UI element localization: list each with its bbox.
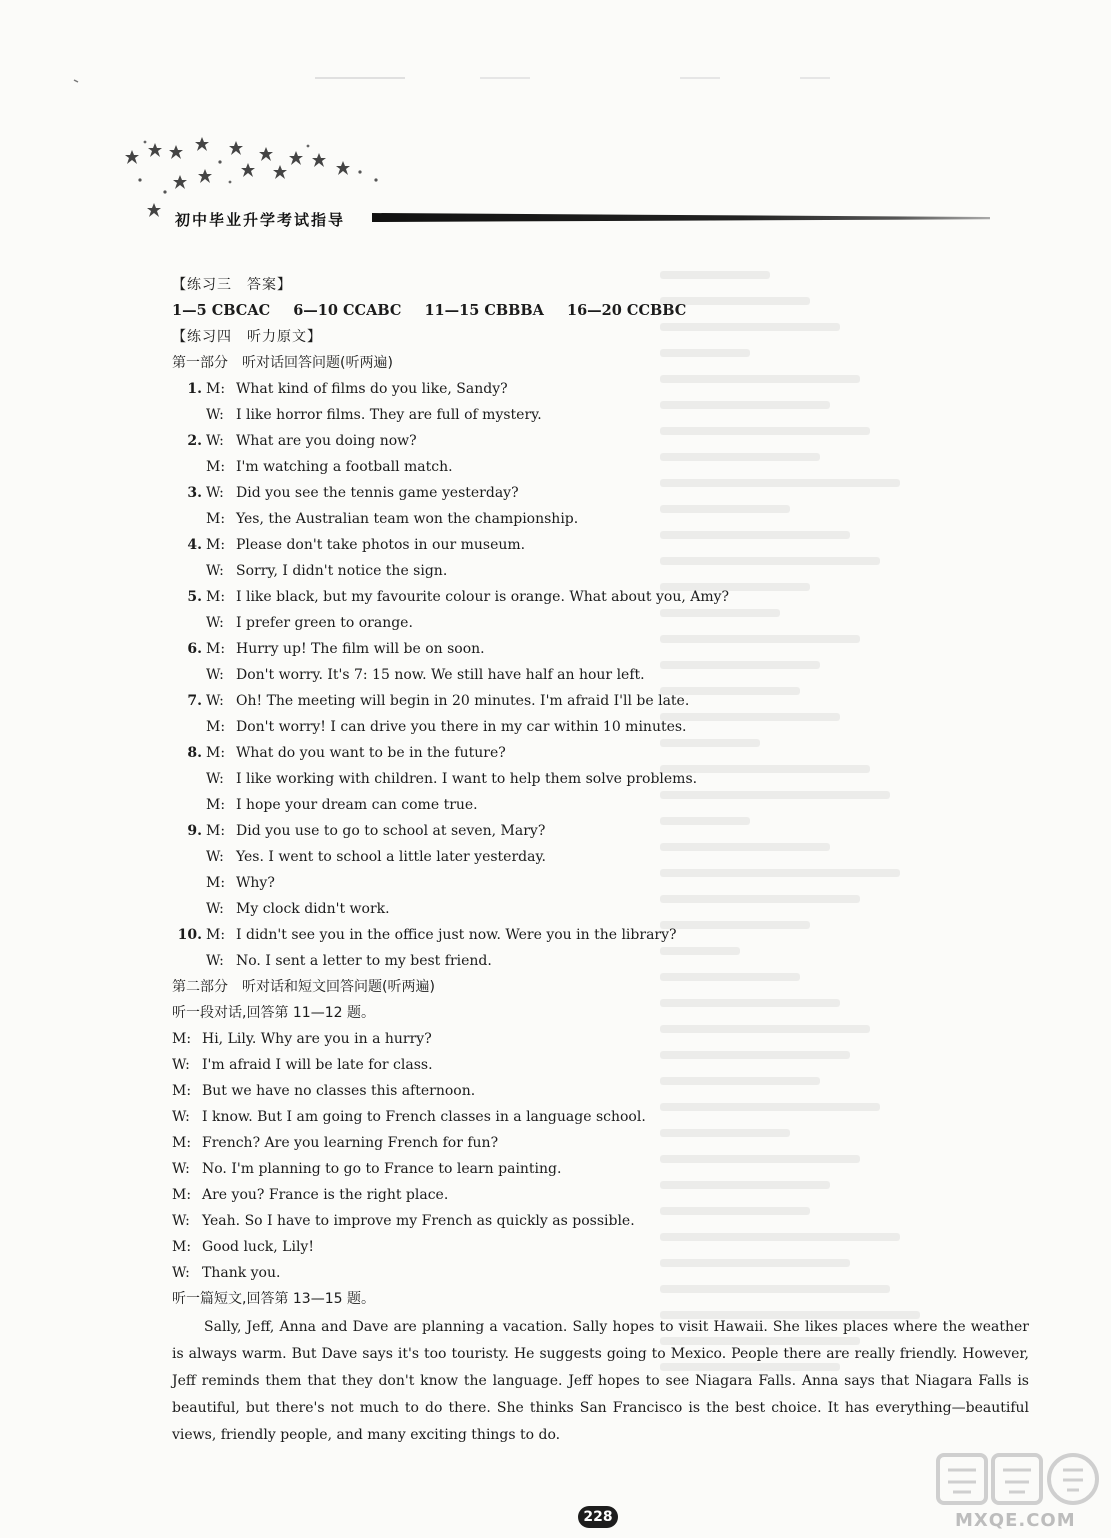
dialogue-line: 4. M: Please don't take photos in our museum. bbox=[187, 537, 526, 553]
dialogue-line: W: I'm afraid I will be late for class. bbox=[172, 1057, 433, 1073]
watermark-url: MXQE.COM bbox=[955, 1510, 1076, 1531]
dialogue-line: 1. M: What kind of films do you like, Sandy? bbox=[187, 381, 508, 397]
book-title: 初中毕业升学考试指导 bbox=[175, 211, 346, 229]
header-rule bbox=[372, 213, 990, 222]
passage-intro: 听一篇短文,回答第 13—15 题。 bbox=[172, 1291, 375, 1307]
dialogue-line: W: I prefer green to orange. bbox=[206, 615, 413, 631]
page-content bbox=[172, 272, 1042, 1449]
dialogue-line: W: I know. But I am going to French classes in a language school. bbox=[172, 1109, 646, 1125]
dialogue-line: W: My clock didn't work. bbox=[206, 901, 390, 917]
page-number: 228 bbox=[578, 1506, 618, 1528]
passage-text: Sally, Jeff, Anna and Dave are planning a vacation. Sally hopes to visit Hawaii. She likes places where the weather is always warm. But Dave says it's too touristy. He suggests going to Mexico. People there are really friendly. However, Jeff reminds them that they don't know the language. Jeff hopes to see Niagara Falls. Anna says that Niagara Falls is beautiful, but there's not much to do there. She thinks San Francisco is the best choice. It has everything—beautiful views, friendly people, and many exciting things to do. bbox=[172, 1319, 1029, 1443]
dialogue-line: W: Yes. I went to school a little later yesterday. bbox=[206, 849, 546, 865]
dialogue-line: M: Hi, Lily. Why are you in a hurry? bbox=[172, 1031, 432, 1047]
dialogue-line: M: Good luck, Lily! bbox=[172, 1239, 314, 1255]
dialogue-line: M: I'm watching a football match. bbox=[206, 459, 453, 475]
dialogue-intro: 听一段对话,回答第 11—12 题。 bbox=[172, 1005, 375, 1021]
dialogue-line: M: Are you? France is the right place. bbox=[172, 1187, 449, 1203]
dialogue-line: M: Why? bbox=[206, 875, 275, 891]
dialogue-line: 3. W: Did you see the tennis game yesterday? bbox=[187, 485, 519, 501]
dialogue-line: W: Thank you. bbox=[172, 1265, 281, 1281]
dialogue-line: M: I hope your dream can come true. bbox=[206, 797, 478, 813]
dialogue-line: 7. W: Oh! The meeting will begin in 20 minutes. I'm afraid I'll be late. bbox=[187, 693, 690, 709]
answer-group: 1—5 CBCAC bbox=[172, 302, 271, 319]
dialogue-line: 10. M: I didn't see you in the office just now. Were you in the library? bbox=[177, 927, 677, 943]
dialogue-line: M: Yes, the Australian team won the championship. bbox=[206, 511, 579, 527]
answer-key bbox=[172, 298, 1042, 324]
dialogue-line: 9. M: Did you use to go to school at seven, Mary? bbox=[187, 823, 546, 839]
dialogue-line: 8. M: What do you want to be in the future? bbox=[187, 745, 506, 761]
dialogue-line: M: Don't worry! I can drive you there in my car within 10 minutes. bbox=[206, 719, 687, 735]
dialogue-line: 6. M: Hurry up! The film will be on soon. bbox=[187, 641, 485, 657]
part1-heading: 第一部分 听对话回答问题(听两遍) bbox=[172, 355, 393, 371]
answer-group: 16—20 CCBBC bbox=[567, 302, 687, 319]
dialogue-line: W: Don't worry. It's 7: 15 now. We still have half an hour left. bbox=[206, 667, 645, 683]
dialogue-line: 5. M: I like black, but my favourite colour is orange. What about you, Amy? bbox=[187, 589, 730, 605]
scan-specks bbox=[60, 70, 1050, 90]
dialogue-line: W: I like horror films. They are full of mystery. bbox=[206, 407, 542, 423]
dialogue-line: M: French? Are you learning French for fun? bbox=[172, 1135, 499, 1151]
dialogue-line: M: But we have no classes this afternoon. bbox=[172, 1083, 476, 1099]
dialogue-line: 2. W: What are you doing now? bbox=[187, 433, 417, 449]
answer-group: 11—15 CBBBA bbox=[424, 302, 544, 319]
answer-group: 6—10 CCABC bbox=[293, 302, 402, 319]
part2-heading: 第二部分 听对话和短文回答问题(听两遍) bbox=[172, 979, 435, 995]
dialogue-line: W: No. I sent a letter to my best friend. bbox=[206, 953, 492, 969]
listening-heading: 【练习四 听力原文】 bbox=[172, 329, 322, 345]
dialogue-line: W: I like working with children. I want to help them solve problems. bbox=[206, 771, 698, 787]
answers-heading: 【练习三 答案】 bbox=[172, 277, 292, 293]
dialogue-line: W: Yeah. So I have to improve my French as quickly as possible. bbox=[172, 1213, 635, 1229]
dialogue-line: W: No. I'm planning to go to France to learn painting. bbox=[172, 1161, 562, 1177]
dialogue-line: W: Sorry, I didn't notice the sign. bbox=[206, 563, 448, 579]
